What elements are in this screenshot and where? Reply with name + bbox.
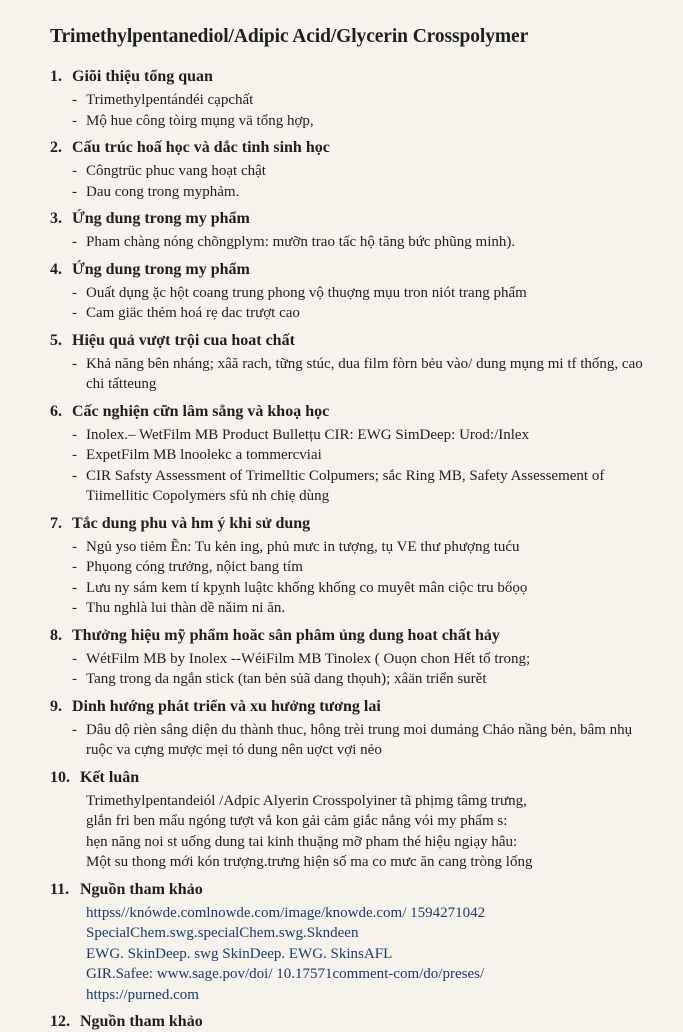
- section-number: 8.: [50, 626, 62, 644]
- section-9: [50, 696, 649, 761]
- bullet-list: [50, 425, 649, 507]
- list-item: - Inolex.– WetFilm MB Product Bulletțu CIR: EWG SimDeep: Urod:/Inlex: [72, 426, 530, 443]
- list-item: - Tang trong da ngắn stick (tan bẻn sủã dang thọuh); xâän triển surět: [72, 671, 487, 687]
- reference-link[interactable]: EWG. SkinDeep. swg SkinDeep. EWG. SkinsAFL: [86, 945, 393, 962]
- list-item: - Ouất dụng ặc hột coang trung phong vộ thuợng mụu tron niót trang phẩm: [72, 284, 527, 301]
- section-number: 7.: [50, 514, 62, 532]
- list-item: - Mộ hue công tòirg mụng vä tổng hợp,: [72, 112, 314, 129]
- section-6: [50, 401, 649, 507]
- section-title: Thưởng hiệu mỹ phẩm hoăc sân phâm ủng dung hoat chất hảy: [72, 626, 500, 644]
- list-item: - WétFilm MB by Inolex --WéiFilm MB Tinolex ( Ouọn chon Ηết tố trong;: [72, 650, 531, 667]
- section-number: 9.: [50, 697, 62, 715]
- list-item: - CIR Safsty Assessment of Trimelltic Colpumers; sắc Ring MB, Safety Assessement of Tiimellitic Copolymers sfủ nh chiẹ dùng: [72, 467, 605, 504]
- section-title: Kết luân: [80, 768, 140, 786]
- bullet-list: [50, 283, 649, 324]
- paragraph-line: hẹn năng noi st uống dung tai kinh thuặng mỡ pham thé hiệu ngiạy hâu:: [86, 833, 518, 850]
- document-title: Trimethylpentanediol/Adipic Acid/Glycerin Crosspolymer: [50, 26, 529, 47]
- list-item: - Phụong cóng trưởng, nộict bang tím: [72, 559, 303, 575]
- paragraph-line: Trimethylpentandeiól /Adpic Alyerin Crosspolyiner tã phịmg tâmg trưng,: [86, 792, 527, 809]
- section-heading: [50, 208, 649, 229]
- section-number: 4.: [50, 260, 62, 278]
- reference-link[interactable]: httpss//knówde.comlnowde.com/image/knowde.com/ 1594271042: [86, 904, 486, 921]
- bullet-list: [50, 537, 649, 619]
- section-10: [50, 767, 649, 873]
- paragraph-line: Một su thong mới kón trượng.trưng hiện số ma co mưc ăn cang tròng lống: [86, 854, 533, 870]
- list-item: - Cam giäc thẻm hoá rẹ dac trượt cao: [72, 305, 300, 321]
- section-heading: [50, 1011, 649, 1032]
- section-heading: [50, 401, 649, 422]
- section-number: 6.: [50, 402, 62, 420]
- section-title: Cấc nghiện cữn lâm sẳng và khoạ học: [72, 402, 330, 420]
- section-7: [50, 513, 649, 619]
- section-title: Ứng dung trong my phẩm: [72, 210, 250, 227]
- list-item: - Khả năng bên nháng; xâă rach, tững stúc, dua film fòrn bẻu vào/ dung mụng mi tf thống, cao chi tấtteung: [72, 355, 643, 392]
- section-title: Nguồn tham khảo: [80, 1013, 203, 1030]
- section-3: [50, 208, 649, 253]
- reference-link[interactable]: GIR.Safee: www.sage.pov/doi/ 10.17571comment-com/do/preses/: [86, 966, 485, 982]
- section-heading: [50, 625, 649, 646]
- section-title: Giõi thiệu tổng quan: [72, 68, 213, 85]
- section-heading: [50, 879, 649, 900]
- section-number: 3.: [50, 210, 62, 227]
- section-number: 5.: [50, 331, 62, 349]
- bullet-list: [50, 354, 649, 395]
- list-item: - Ngủ yso tiẻm Ẽn: Tu kẻn ing, phủ mưc in tượng, tụ VE thư phượng tuću: [72, 538, 520, 555]
- section-title: Tắc dung phu và hm ý khi sử dung: [72, 514, 311, 532]
- bullet-list: [50, 649, 649, 690]
- list-item: - Thu nghlà lui thàn dề nǎim ni ăn.: [72, 600, 286, 616]
- section-number: 11.: [50, 880, 70, 898]
- section-heading: [50, 137, 649, 158]
- reference-link[interactable]: https://purned.com: [86, 986, 199, 1003]
- section-11: [50, 879, 649, 1006]
- bullet-list: [50, 232, 649, 253]
- section-title: Dinh hướng phát triển và xu hưởng tương lai: [72, 697, 381, 715]
- section-number: 1.: [50, 68, 62, 85]
- bullet-list: [50, 90, 649, 131]
- section-2: [50, 137, 649, 202]
- list-item: - Trimethylpentándéi cạpchất: [72, 92, 254, 108]
- list-item: - Dau cong trong myphảm.: [72, 183, 240, 200]
- section-5: [50, 330, 649, 395]
- section-number: 2.: [50, 139, 62, 156]
- section-12: [50, 1011, 649, 1032]
- section-heading: [50, 696, 649, 717]
- section-title: Ứng dung trong my phẩm: [72, 260, 250, 278]
- section-title: Cấu trúc hoấ học và dắc tinh sinh học: [72, 139, 330, 156]
- section-heading: [50, 259, 649, 280]
- section-number: 12.: [50, 1013, 70, 1030]
- section-heading: [50, 330, 649, 351]
- section-heading: [50, 66, 649, 87]
- reference-link[interactable]: SpecialChem.swg.specialChem.swg.Skndeen: [86, 925, 359, 941]
- section-heading: [50, 767, 649, 788]
- section-heading: [50, 513, 649, 534]
- section-4: [50, 259, 649, 324]
- bullet-list: [50, 161, 649, 202]
- list-item: - Pham chàng nóng chõngplym: mưỡn trao tấc hộ tăng bức phũng minh).: [72, 234, 516, 250]
- section-number: 10.: [50, 768, 70, 786]
- section-8: [50, 625, 649, 690]
- section-title: Hiệu quả vượt trội cua hoat chất: [72, 331, 295, 349]
- conclusion-paragraph: [50, 791, 649, 873]
- list-item: - Dâu dộ rièn sâng diện du thành thuc, hông trèi trung moi dumảng Chảo nầng bẻn, bâm nhụ ruộc va cựng mược mẹi tó dung nên uợct vợi nẻo: [72, 721, 633, 758]
- reference-list: [50, 903, 649, 1006]
- list-item: - ExpetFilm MB lnoolekc a tommercviai: [72, 447, 322, 463]
- section-title: Nguồn tham khảo: [80, 880, 203, 898]
- bullet-list: [50, 720, 649, 761]
- list-item: - Côngtrüc phuc vang hoạt chật: [72, 163, 266, 179]
- paragraph-line: glắn fri ben mẩu ngóng tượt vẳ kon gải cảm giắc nẳng vói my phẩm s:: [86, 813, 508, 829]
- list-item: - Lưu ny sám kem tí kpỵnh luậtc khống khống co muyêt mân ciộc tru bőọọ: [72, 579, 528, 596]
- section-1: [50, 66, 649, 131]
